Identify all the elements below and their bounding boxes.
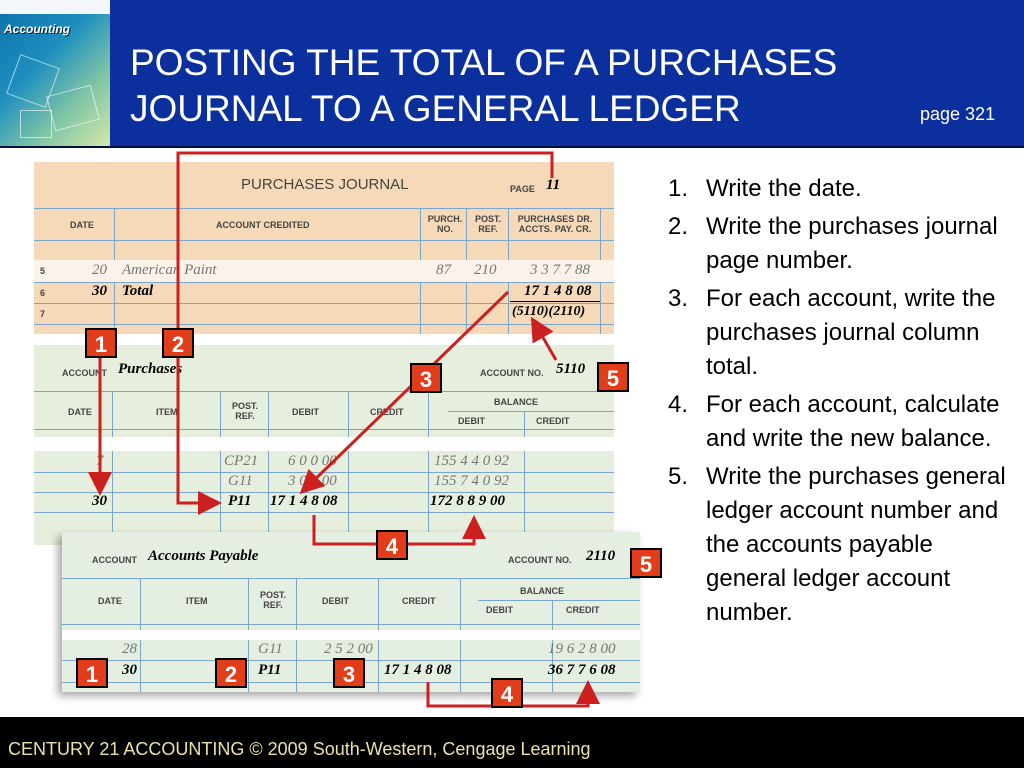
row-balance-debit: 172 8 8 9 00 <box>430 493 505 509</box>
row-post-ref: G11 <box>258 641 283 657</box>
row-debit: 2 5 2 00 <box>324 641 373 657</box>
step-badge-3: 3 <box>333 658 365 688</box>
step-item <box>668 172 1018 206</box>
account-no-label: ACCOUNT NO. <box>508 555 572 565</box>
col-debit: DEBIT <box>292 407 319 417</box>
col-date: DATE <box>68 407 92 417</box>
step-text: For each account, calculate and write the new balance. <box>706 391 1000 452</box>
row-amount: 3 3 7 7 88 <box>530 262 590 278</box>
page-label: PAGE <box>510 184 535 194</box>
col-post-ref: POST. REF. <box>474 214 501 234</box>
col-balance-credit: CREDIT <box>536 416 570 426</box>
step-badge-5: 5 <box>597 362 629 392</box>
col-balance-credit: CREDIT <box>566 605 600 615</box>
line-number: 5 <box>40 266 46 276</box>
step-badge-1: 1 <box>85 328 117 358</box>
row-day: 17 <box>92 473 107 489</box>
row-debit: 3 0 0 00 <box>288 473 337 489</box>
row-credit: 17 1 4 8 08 <box>384 662 452 678</box>
row-debit: 17 1 4 8 08 <box>270 493 338 509</box>
col-account-credited: ACCOUNT CREDITED <box>216 220 310 230</box>
line-number: 7 <box>40 309 46 319</box>
row-purch-no: 87 <box>436 262 451 278</box>
row-balance-debit: 155 7 4 0 92 <box>434 473 509 489</box>
col-post-ref: POST. REF. <box>231 401 258 421</box>
col-credit: CREDIT <box>402 596 436 606</box>
row-day: 30 <box>122 662 137 678</box>
row-account: Total <box>122 283 154 299</box>
row-post-ref: P11 <box>228 493 252 509</box>
col-item: ITEM <box>156 407 178 417</box>
row-post-ref: P11 <box>258 662 282 678</box>
slide-footer <box>0 717 1024 768</box>
arrow-page-number <box>178 153 552 503</box>
account-number: 2110 <box>586 548 616 564</box>
account-label: ACCOUNT <box>92 555 137 565</box>
account-no-label: ACCOUNT NO. <box>480 368 544 378</box>
account-label: ACCOUNT <box>62 368 107 378</box>
arrow-column-total <box>304 292 508 490</box>
row-day: 30 <box>92 283 107 299</box>
row-day: 30 <box>92 493 107 509</box>
col-date: DATE <box>98 596 122 606</box>
step-badge-4: 4 <box>376 530 408 560</box>
cover-title: Accounting <box>4 22 70 36</box>
col-balance-debit: DEBIT <box>458 416 485 426</box>
step-badge-4: 4 <box>491 678 523 708</box>
step-number: 4. <box>668 391 689 418</box>
copyright-text: CENTURY 21 ACCOUNTING © 2009 South-Western, Cengage Learning <box>8 739 591 759</box>
step-badge-3: 3 <box>410 363 442 393</box>
step-item <box>668 388 1018 456</box>
step-badge-1: 1 <box>76 658 108 688</box>
journal-page-number: 11 <box>546 177 561 193</box>
row-debit: 6 0 0 00 <box>288 453 337 469</box>
col-credit: CREDIT <box>370 407 404 417</box>
step-text: Write the date. <box>706 175 862 202</box>
account-name: Accounts Payable <box>148 548 259 564</box>
step-number: 3. <box>668 285 689 312</box>
step-text: Write the purchases journal page number. <box>706 213 998 274</box>
column-total: 17 1 4 8 08 <box>524 283 592 299</box>
row-post-ref: G11 <box>228 473 253 489</box>
posting-account-numbers: (5110)(2110) <box>512 304 586 319</box>
col-purch-no: PURCH. NO. <box>427 214 463 234</box>
row-post-ref: 210 <box>474 262 497 278</box>
row-balance-credit: 36 7 7 6 08 <box>548 662 616 678</box>
step-item <box>668 282 1018 384</box>
row-day: 7 <box>96 453 104 469</box>
journal-title: PURCHASES JOURNAL <box>241 176 409 193</box>
col-date: DATE <box>70 220 94 230</box>
step-item <box>668 210 1018 278</box>
step-badge-2: 2 <box>162 328 194 358</box>
step-text: Write the purchases general ledger account number and the accounts payable general ledger account number. <box>706 463 1006 626</box>
row-day: 28 <box>122 641 137 657</box>
step-text: For each account, write the purchases journal column total. <box>706 285 996 380</box>
page-reference: page 321 <box>920 104 996 124</box>
col-balance: BALANCE <box>520 586 564 596</box>
row-balance-credit: 19 6 2 8 00 <box>548 641 616 657</box>
step-badge-2: 2 <box>215 658 247 688</box>
step-number: 2. <box>668 213 689 240</box>
col-debit: DEBIT <box>322 596 349 606</box>
arrow-account-number-purchases <box>534 322 556 360</box>
row-balance-debit: 155 4 4 0 92 <box>434 453 509 469</box>
step-item <box>668 460 1018 630</box>
line-number: 6 <box>40 288 46 298</box>
col-balance-debit: DEBIT <box>486 605 513 615</box>
row-post-ref: CP21 <box>224 453 259 469</box>
title-line-1: POSTING THE TOTAL OF A PURCHASES <box>130 42 838 83</box>
step-badge-5: 5 <box>630 548 662 578</box>
account-number: 5110 <box>556 361 586 377</box>
col-amount: PURCHASES DR. ACCTS. PAY. CR. <box>517 214 593 234</box>
step-number: 5. <box>668 463 689 490</box>
account-name: Purchases <box>118 361 183 377</box>
col-post-ref: POST. REF. <box>259 590 286 610</box>
step-number: 1. <box>668 175 689 202</box>
col-item: ITEM <box>186 596 208 606</box>
title-line-2: JOURNAL TO A GENERAL LEDGER <box>130 88 741 129</box>
steps-list <box>668 172 1018 634</box>
col-balance: BALANCE <box>494 397 538 407</box>
row-account: American Paint <box>122 262 217 278</box>
row-day: 20 <box>92 262 107 278</box>
